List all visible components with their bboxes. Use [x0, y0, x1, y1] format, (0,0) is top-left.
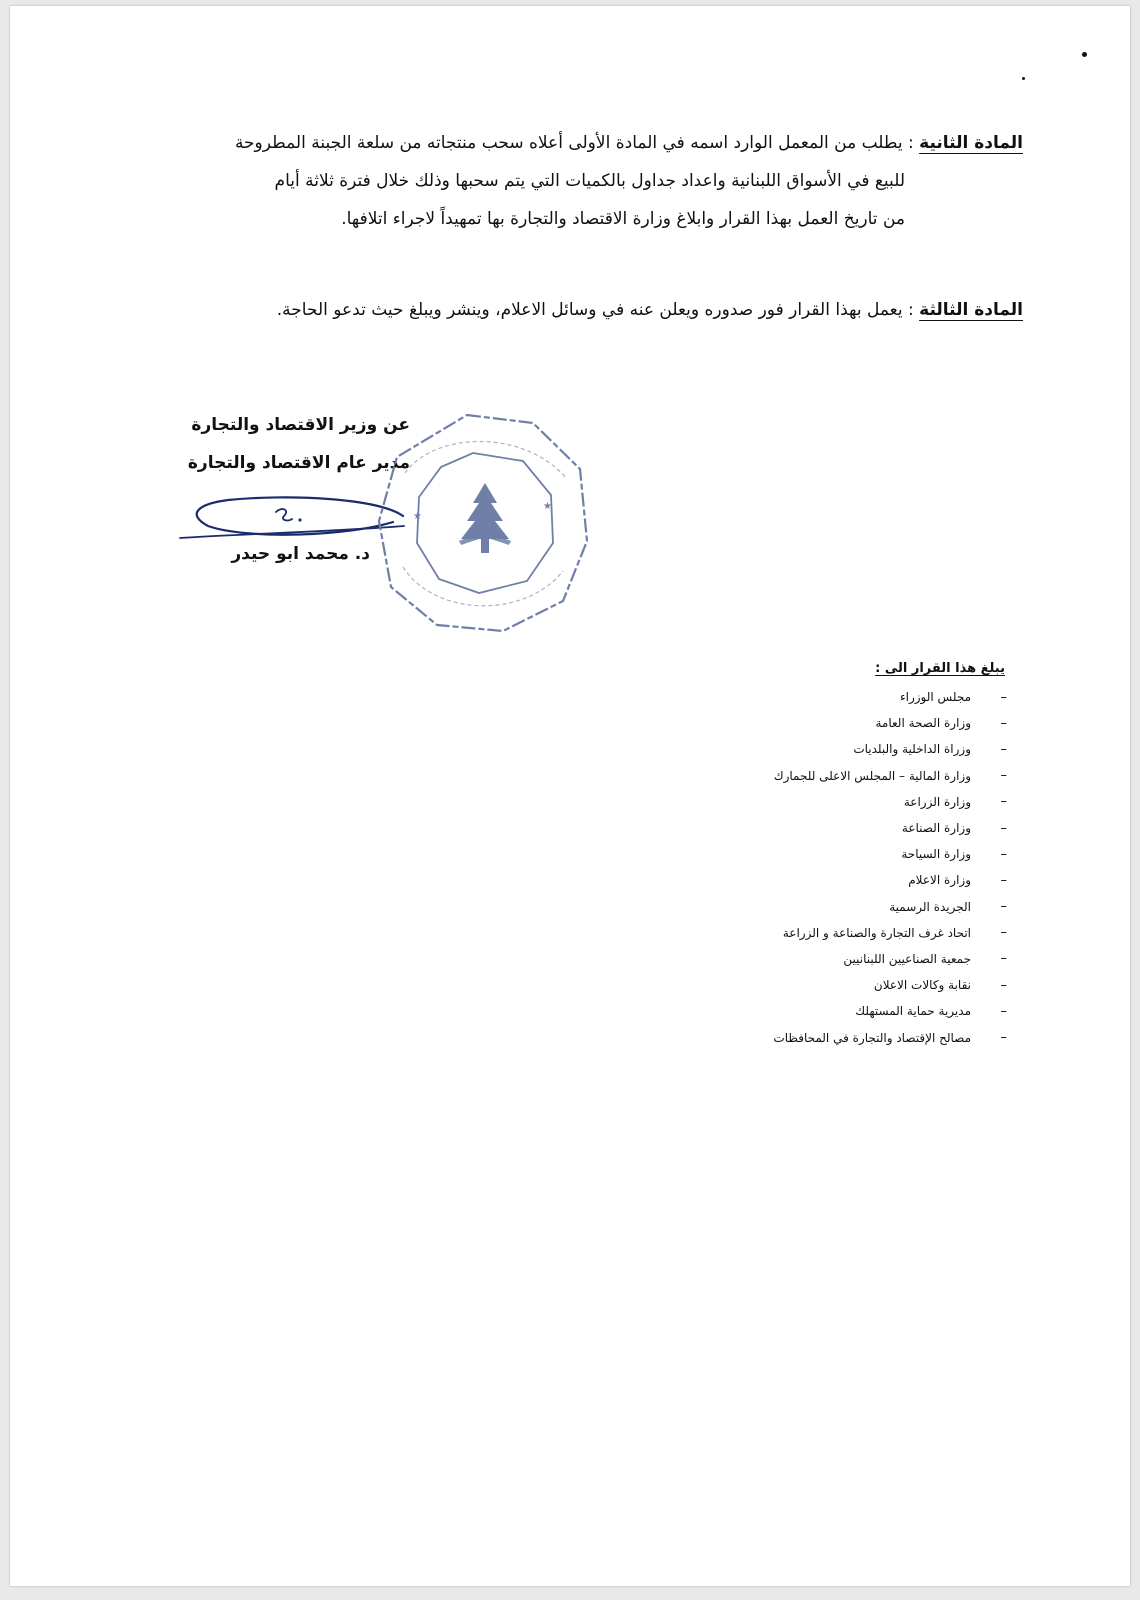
distribution-item-text: وزارة السياحة [901, 847, 971, 862]
article-2-line-2: للبيع في الأسواق اللبنانية واعداد جداول بالكميات التي يتم سحبها وذلك خلال فترة ثلاثة أيام [274, 171, 905, 191]
distribution-item-text: وزارة الزراعة [903, 794, 971, 809]
distribution-item-text: اتحاد غرف التجارة والصناعة و الزراعة [782, 925, 971, 940]
handwritten-signature [178, 492, 408, 552]
article-3-title: المادة الثالثة [919, 300, 1023, 320]
distribution-item-text: الجريدة الرسمية [889, 899, 971, 914]
distribution-item [627, 998, 1007, 1024]
list-dash: – [1000, 977, 1007, 993]
distribution-item [627, 710, 1007, 736]
list-dash: – [1000, 768, 1007, 784]
signature-block [150, 406, 410, 482]
svg-text:★: ★ [413, 511, 422, 522]
list-dash: – [1000, 899, 1007, 915]
distribution-item [627, 972, 1007, 998]
distribution-item [627, 867, 1007, 893]
scan-speck [1082, 52, 1087, 57]
distribution-item-text: وزراة الداخلية والبلديات [853, 742, 971, 757]
distribution-item [627, 894, 1007, 920]
official-stamp [375, 411, 590, 636]
article-3-separator: : [902, 300, 920, 320]
distribution-item [627, 684, 1007, 710]
list-dash: – [1000, 872, 1007, 888]
distribution-item-text: وزارة الصحة العامة [875, 716, 971, 731]
distribution-item [627, 736, 1007, 762]
distribution-item [627, 789, 1007, 815]
distribution-list [627, 661, 1007, 1051]
list-dash: – [1000, 820, 1007, 836]
article-2-text-1: يطلب من المعمل الوارد اسمه في المادة الأولى أعلاه سحب منتجاته من سلعة الجبنة المطروحة [234, 133, 903, 153]
list-dash: – [1000, 794, 1007, 810]
distribution-item [627, 815, 1007, 841]
distribution-item [627, 1024, 1007, 1050]
article-2-line-3: من تاريخ العمل بهذا القرار وابلاغ وزارة الاقتصاد والتجارة بها تمهيداً لاجراء اتلافها. [341, 209, 905, 229]
signatory-name: د. محمد ابو حيدر [231, 544, 370, 564]
article-2 [143, 124, 1023, 238]
svg-text:★: ★ [543, 501, 552, 512]
distribution-item-text: جمعية الصناعيين اللبنانيين [843, 951, 971, 966]
distribution-item-text: نقابة وكالات الاعلان [873, 978, 971, 993]
distribution-title: يبلغ هذا القرار الى : [875, 661, 1005, 676]
article-3 [143, 291, 1023, 329]
distribution-item-text: وزارة الصناعة [901, 821, 971, 836]
distribution-item-text: وزارة المالية – المجلس الاعلى للجمارك [773, 768, 971, 783]
list-dash: – [1000, 715, 1007, 731]
article-2-title: المادة الثانية [919, 133, 1023, 153]
list-dash: – [1000, 1030, 1007, 1046]
article-2-separator: : [902, 133, 920, 153]
list-dash: – [1000, 1003, 1007, 1019]
distribution-item-text: مديرية حماية المستهلك [855, 1004, 971, 1019]
signature-on-behalf: عن وزير الاقتصاد والتجارة [191, 415, 410, 435]
article-3-text: يعمل بهذا القرار فور صدوره ويعلن عنه في وسائل الاعلام، وينشر ويبلغ حيث تدعو الحاجة. [276, 300, 903, 320]
article-3-line [143, 291, 1023, 329]
list-dash: – [1000, 741, 1007, 757]
cedar-emblem-icon [459, 483, 511, 553]
signature-position: مدير عام الاقتصاد والتجارة [187, 453, 410, 473]
article-2-line-1 [143, 124, 1023, 162]
distribution-item-text: وزارة الاعلام [908, 873, 971, 888]
distribution-item-text: مصالح الإقتصاد والتجارة في المحافظات [773, 1030, 971, 1045]
distribution-item [627, 841, 1007, 867]
list-dash: – [1000, 925, 1007, 941]
scan-speck [1022, 77, 1025, 80]
document-page [10, 6, 1130, 1586]
distribution-item [627, 946, 1007, 972]
list-dash: – [1000, 951, 1007, 967]
distribution-item [627, 920, 1007, 946]
distribution-item-text: مجلس الوزراء [899, 690, 971, 705]
list-dash: – [1000, 689, 1007, 705]
list-dash: – [1000, 846, 1007, 862]
distribution-item [627, 763, 1007, 789]
